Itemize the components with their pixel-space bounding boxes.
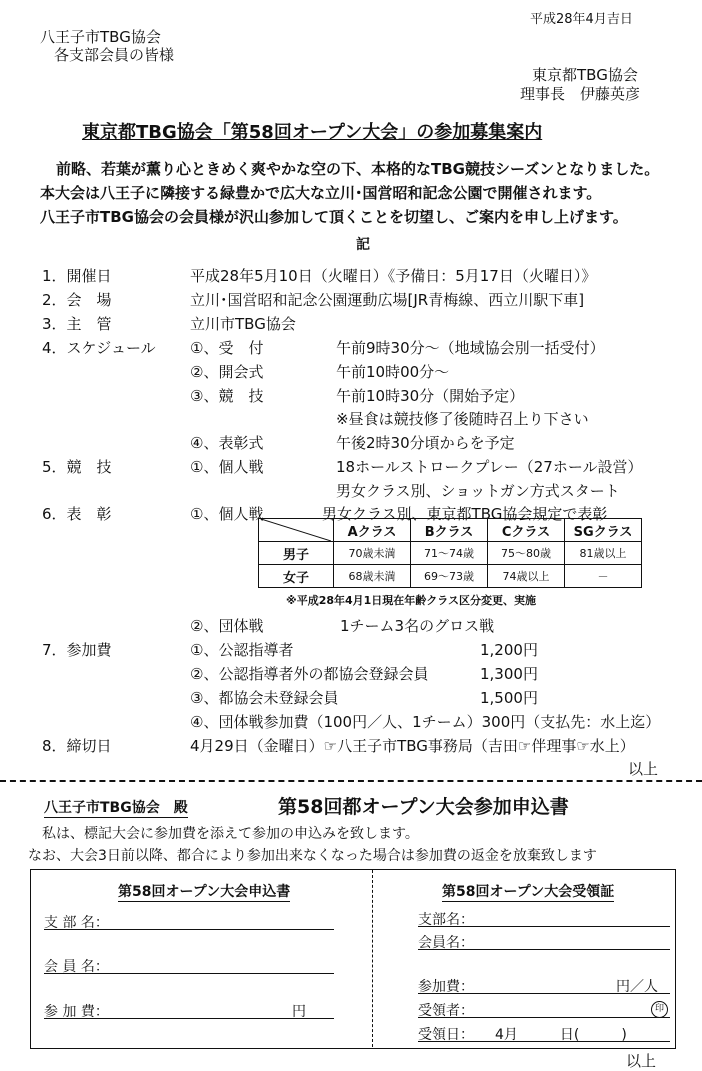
schedule-3-label: ③、競 技 (190, 387, 264, 405)
receipt-fee-field[interactable] (418, 993, 670, 994)
sender-line2: 理事長 伊藤英彦 (520, 85, 641, 103)
application-title: 第58回オープン大会申込書 (118, 881, 290, 902)
addressee-line2: 各支部会員の皆様 (54, 46, 175, 64)
item2-label: 2．会 場 (42, 291, 112, 309)
fee-2-value: 1,300円 (480, 665, 538, 683)
document-title: 東京都TBG協会「第58回オープン大会」の参加募集案内 (82, 122, 543, 143)
schedule-3-value: 午前10時30分（開始予定） (336, 387, 525, 405)
receipt-branch-field[interactable] (418, 926, 670, 927)
form-statement-line1: 私は、標記大会に参加費を添えて参加の申込みを致します。 (42, 826, 419, 842)
ijo-end-mark: 以上 (628, 760, 659, 778)
ki-mark: 記 (356, 237, 370, 253)
fee-unit: 円 (292, 1004, 306, 1020)
fee-1-value: 1,200円 (480, 641, 538, 659)
receiver-label: 受領者： (418, 1003, 474, 1019)
fee-2-label: ②、公認指導者外の都協会登録会員 (190, 665, 429, 683)
competition-individual-note: 男女クラス別、ショットガン方式スタート (336, 482, 620, 500)
item6-label: 6．表 彰 (42, 505, 112, 523)
table-cell: 69～73歳 (411, 565, 488, 588)
schedule-2-value: 午前10時00分～ (336, 363, 450, 381)
issue-date: 平成28年4月吉日 (530, 12, 633, 27)
award-team-value: 1チーム3名のグロス戦 (340, 617, 495, 635)
form-title: 第58回都オープン大会参加申込書 (278, 796, 569, 818)
table-note: ※平成28年4月1日現在年齢クラス区分変更、実施 (286, 594, 536, 607)
fee-label: 参 加 費： (44, 1004, 109, 1020)
diagonal-line (261, 519, 331, 541)
branch-name-label: 支 部 名： (44, 915, 109, 931)
item1-label: 1．開催日 (42, 267, 112, 285)
addressee-line1: 八王子市TBG協会 (40, 28, 161, 46)
fee-1-label: ①、公認指導者 (190, 641, 294, 659)
receipt-fee-unit: 円／人 (616, 979, 658, 995)
member-name-label: 会 員 名： (44, 959, 109, 975)
seal-mark: 印 (651, 1001, 668, 1018)
intro-line2: 本大会は八王子に隣接する緑豊かで広大な立川･国営昭和記念公園で開催されます。 (40, 184, 602, 202)
schedule-4-label: ④、表彰式 (190, 434, 264, 452)
table-cell: 68歳未満 (334, 565, 411, 588)
item7-label: 7．参加費 (42, 641, 112, 659)
table-row (259, 565, 642, 588)
table-header: Aクラス (334, 519, 411, 542)
item8-value: 4月29日（金曜日）☞八王子市TBG事務局（吉田☞伴理事☞水上） (190, 737, 635, 755)
item3-label: 3．主 管 (42, 315, 112, 333)
fee-field[interactable] (44, 1018, 334, 1019)
table-header-row (259, 519, 642, 542)
item3-value: 立川市TBG協会 (190, 315, 296, 333)
intro-line3: 八王子市TBG協会の会員様が沢山参加して頂くことを切望し、ご案内を申し上げます。 (40, 208, 628, 226)
schedule-1-label: ①、受 付 (190, 339, 264, 357)
fee-3-value: 1,500円 (480, 689, 538, 707)
item4-label: 4．スケジュール (42, 339, 156, 357)
form-statement-line2: なお、大会3日前以降、都合により参加出来なくなった場合は参加費の返金を放棄致します (28, 848, 597, 864)
table-cell: 75～80歳 (488, 542, 565, 565)
table-header: Cクラス (488, 519, 565, 542)
age-class-table (258, 518, 642, 588)
receipt-date-label: 受領日： 4月 日( ) (418, 1027, 627, 1043)
receipt-date-field[interactable] (418, 1041, 670, 1042)
table-cell: 70歳未満 (334, 542, 411, 565)
item2-value: 立川･国営昭和記念公園運動広場[JR青梅線、西立川駅下車] (190, 291, 585, 309)
row-label-female: 女子 (259, 565, 334, 588)
award-individual-value: 男女クラス別、東京都TBG協会規定で表彰 (322, 505, 608, 523)
table-header: Bクラス (411, 519, 488, 542)
receipt-fee-label: 参加費： (418, 979, 474, 995)
fee-3-label: ③、都協会未登録会員 (190, 689, 339, 707)
fee-4-label: ④、団体戦参加費（100円／人、1チーム）300円（支払先：水上迄） (190, 713, 661, 731)
receipt-title: 第58回オープン大会受領証 (442, 881, 614, 902)
competition-individual-label: ①、個人戦 (190, 458, 264, 476)
intro-line1: 前略、若葉が薫り心ときめく爽やかな空の下、本格的なTBG競技シーズンとなりました。 (56, 160, 660, 178)
table-cell: 71～74歳 (411, 542, 488, 565)
item8-label: 8．締切日 (42, 737, 112, 755)
schedule-2-label: ②、開会式 (190, 363, 264, 381)
form-addressee: 八王子市TBG協会 殿 (44, 797, 188, 818)
branch-name-field[interactable] (44, 929, 334, 930)
table-corner-cell (259, 519, 334, 542)
competition-individual-value: 18ホールストロークプレー（27ホール設営） (336, 458, 643, 476)
ijo-form-end: 以上 (626, 1052, 657, 1070)
item5-label: 5．競 技 (42, 458, 112, 476)
item1-value: 平成28年5月10日（火曜日）《予備日：5月17日（火曜日）》 (190, 267, 597, 285)
member-name-field[interactable] (44, 973, 334, 974)
schedule-3-note: ※昼食は競技修了後随時召上り下さい (336, 410, 589, 428)
cut-line (0, 780, 702, 782)
table-row (259, 542, 642, 565)
receipt-member-field[interactable] (418, 949, 670, 950)
row-label-male: 男子 (259, 542, 334, 565)
form-divider (372, 870, 373, 1047)
sender-line1: 東京都TBG協会 (532, 66, 638, 84)
schedule-4-value: 午後2時30分頃からを予定 (336, 434, 515, 452)
receipt-branch-label: 支部名： (418, 912, 474, 928)
table-cell: 81歳以上 (565, 542, 642, 565)
table-cell: 74歳以上 (488, 565, 565, 588)
table-cell: － (565, 565, 642, 588)
receipt-member-label: 会員名： (418, 935, 474, 951)
award-individual-label: ①、個人戦 (190, 505, 264, 523)
receiver-field[interactable] (418, 1017, 670, 1018)
schedule-1-value: 午前9時30分～（地域協会別一括受付） (336, 339, 605, 357)
award-team-label: ②、団体戦 (190, 617, 264, 635)
table-header: SGクラス (565, 519, 642, 542)
